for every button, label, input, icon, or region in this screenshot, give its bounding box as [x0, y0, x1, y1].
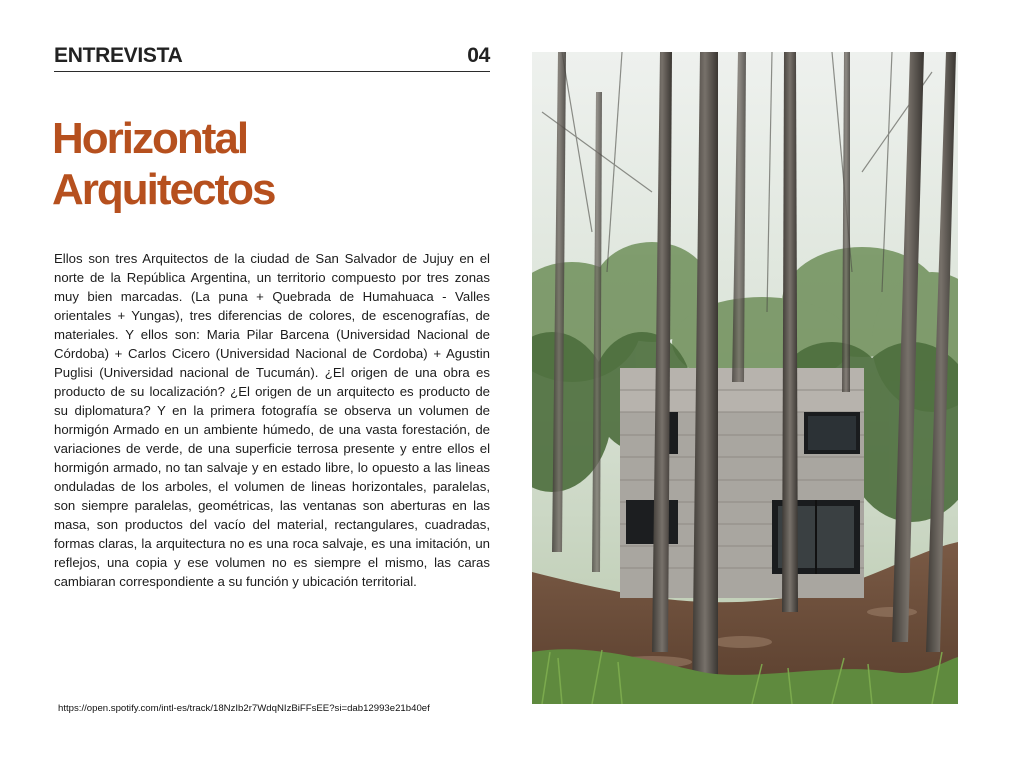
page-header [54, 44, 490, 72]
title-line-2: Arquitectos [52, 165, 275, 214]
page-title [52, 113, 492, 215]
page-number: 04 [467, 44, 490, 67]
section-label: ENTREVISTA [54, 44, 183, 67]
spotify-link[interactable]: https://open.spotify.com/intl-es/track/18NzIb2r7WdqNIzBiFFsEE?si=dab12993e21b40ef [58, 703, 430, 714]
body-paragraph: Ellos son tres Arquitectos de la ciudad de San Salvador de Jujuy en el norte de la República Argentina, un territorio compuesto por tres zonas muy bien marcadas. (La puna + Quebrada de Humahuaca - Valles orientales + Yungas), tres diferencias de colores, de escenografías, de materiales. Y ellos son: Maria Pilar Barcena (Universidad Nacional de Córdoba) + Carlos Cicero (Universidad Nacional de Cordoba) + Agustin Puglisi (Universidad nacional de Tucumán). ¿El origen de una obra es producto de su localización? ¿El origen de un arquitecto es producto de su diplomatura? Y en la primera fotografía se observa un volumen de hormigón Armado en un ambiente húmedo, de una vasta forestación, de variaciones de verde, de una superficie terrosa presente y entre ellos el hormigón armado, no tan salvaje y en estado libre, lo opuesto a las lineas onduladas de los arboles, el volumen de lineas horizontales, paralelas, son siempre paralelas, geométricas, las ventanas son aberturas en las masa, son productos del vacío del material, rectangulares, cuadradas, formas claras, la arquitectura no es una roca salvaje, es una imitación, un reflejos, una copia y ese volumen no es siempre el mismo, las caras cambiaran correspondiente a su función y ubicación territorial. [54, 251, 490, 589]
title-line-1: Horizontal [52, 114, 248, 163]
house-in-forest-photo [532, 52, 958, 704]
